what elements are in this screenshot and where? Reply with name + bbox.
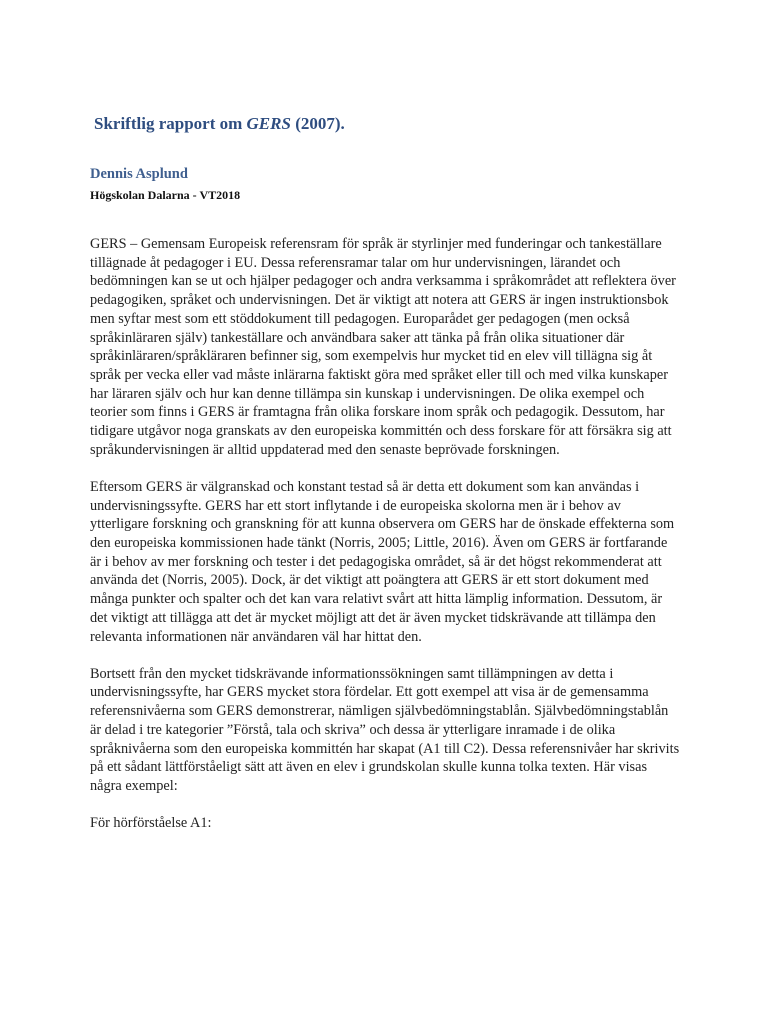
- text-line: GERS – Gemensam Europeisk referensram för språk är styrlinjer med funderingar och tankeställare: [90, 236, 662, 252]
- text-line: ytterligare forskning och granskning för att kunna observera om GERS har de önskade effekterna som: [90, 516, 675, 533]
- text-line: tidigare utgåvor noga granskats av den europeiska kommittén och dess forskare för att försäkra sig att: [90, 423, 672, 440]
- paragraph: [90, 814, 690, 833]
- text-line: pedagogiken, språket och undervisningen. Det är viktigt att notera att GERS är ingen instruktionsbok: [90, 292, 669, 309]
- text-line: den europeiska kommissionen hade tänkt (Norris, 2005; Little, 2016). Även om GERS är fortfarande: [90, 535, 668, 552]
- text-line: bedömningen kan se ut och hjälper pedagoger och andra verksamma i språkområdet att reflektera över: [90, 273, 676, 290]
- text-line: referensnivåerna som GERS demonstrerar, nämligen självbedömningstablån. Självbedömningstablån: [90, 703, 669, 720]
- text-line: använda det (Norris, 2005). Dock, är det viktigt att poängtera att GERS är ett stort dokument med: [90, 572, 649, 589]
- text-line: är delad i tre kategorier ”Förstå, tala och skriva” och dessa är ytterligare inramade i de olika: [90, 721, 616, 738]
- text-line: är i behov av mer forskning och tester i det pedagogiska området, så är det högst rekommenderat att: [90, 553, 662, 570]
- text-line: undervisningssyfte, har GERS mycket stora fördelar. Ett gott exempel att visa är de gemensamma: [90, 684, 649, 701]
- title-text: Skriftlig rapport om: [94, 114, 247, 133]
- text-line: relevanta informationen när användaren väl har hittat den.: [90, 628, 422, 645]
- title-gers-italic: GERS: [246, 114, 291, 133]
- text-line: språkinläraren/språkläraren befinner sig, som exempelvis hur mycket tid en elev vill tillägna sig åt: [90, 348, 653, 365]
- text-line: många punkter och spalter och det kan vara relativt svårt att hitta lämplig information. Dessutom, är: [90, 591, 663, 608]
- title-year: (2007).: [290, 114, 345, 133]
- text-line: språk per vecka eller vad måste inlärarna faktiskt göra med språket eller till och med vilka kunskaper: [90, 366, 669, 383]
- text-line: tillägnade åt pedagoger i EU. Dessa referensramar talar om hur undervisningen, lärandet och: [90, 254, 621, 271]
- text-line: har läraren själv och hur kan denne tillämpa sin kunskap i undervisningen. De olika exempel och: [90, 385, 645, 402]
- paragraph: [90, 478, 690, 646]
- author-affiliation: Högskolan Dalarna - VT2018: [90, 188, 241, 202]
- text-line: Bortsett från den mycket tidskrävande informationssökningen samt tillämpningen av detta i: [90, 665, 614, 682]
- text-line: undervisningssyfte. GERS har ett stort inflytande i de europeiska skolorna men är i behov av: [90, 497, 621, 514]
- text-line: på ett sådant lättförståeligt sätt att även en elev i grundskolan skulle kunna tolka texten. Här visas: [90, 759, 648, 776]
- text-line: För hörförståelse A1:: [90, 815, 212, 832]
- text-line: teorier som finns i GERS är framtagna från olika forskare inom språk och pedagogik. Dessutom, har: [90, 404, 665, 421]
- text-line: några exempel:: [90, 777, 178, 794]
- paragraph: [90, 235, 690, 459]
- author-name: Dennis Asplund: [90, 166, 188, 182]
- text-line: språkundervisningen är alltid uppdaterad med den senaste beprövade forskningen.: [90, 441, 560, 458]
- text-line: språknivåerna som den europeiska kommittén har skapat (A1 till C2). Dessa referensnivåer har skrivits: [90, 740, 680, 757]
- text-line: språkinläraren själv) tankeställare och användbara saker att tänka på från olika situationer där: [90, 329, 625, 346]
- text-line: Eftersom GERS är välgranskad och konstant testad så är detta ett dokument som kan användas i: [90, 478, 640, 495]
- paragraph: [90, 665, 690, 796]
- text-line: det viktigt att tillägga att det är mycket möjligt att det är även mycket tidskrävande att tillämpa den: [90, 609, 656, 626]
- text-line: men syftar mest som ett stöddokument till pedagogen. Europarådet ger pedagogen (men också: [90, 310, 630, 327]
- document-body: [90, 235, 690, 851]
- document-title: [94, 114, 345, 134]
